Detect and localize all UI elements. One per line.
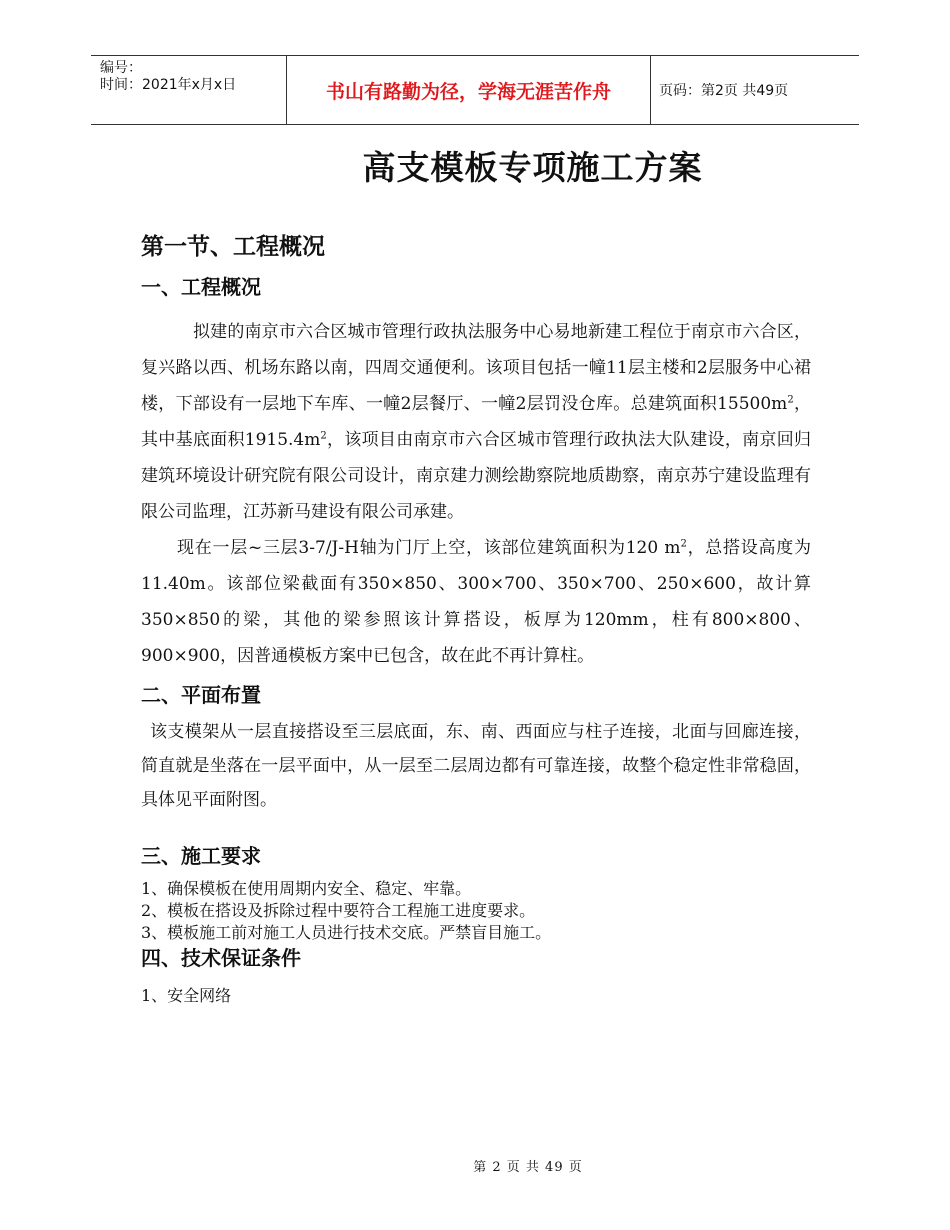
paragraph-layout: 该支模架从一层直接搭设至三层底面，东、南、西面应与柱子连接，北面与回廊连接，简直就是坐落在一层平面中，从一层至二层周边都有可靠连接，故整个稳定性非常稳固，具体见平面附图。	[141, 722, 811, 810]
p1-sup-2: 2	[320, 430, 327, 442]
section-heading-1: 第一节、工程概况	[141, 234, 325, 260]
p1-sup-1: 2	[787, 394, 794, 406]
subsection-heading-technical: 四、技术保证条件	[141, 946, 301, 970]
requirement-item: 3、模板施工前对施工人员进行技术交底。严禁盲目施工。	[141, 923, 552, 942]
page-info: 页码：第2页 共49页	[659, 83, 789, 99]
subsection-heading-requirements: 三、施工要求	[141, 844, 261, 868]
p1-text-c: ，该项目由南京市六合区城市管理行政执法大队建设，南京回归建筑环境设计研究院有限公司设计，南京建力测绘勘察院地质勘察，南京苏宁建设监理有限公司监理，江苏新马建设有限公司承建。	[141, 430, 811, 522]
header-motto-cell	[287, 56, 651, 124]
requirement-item: 1、确保模板在使用周期内安全、稳定、牢靠。	[141, 879, 472, 898]
p1-text-b: ，其中基底面积1915.4m	[141, 394, 811, 450]
header-table	[91, 55, 859, 125]
number-label: 编号：	[100, 60, 142, 76]
p2-text-b: ，总搭设高度为11.40m。该部位梁截面有350×850、300×700、350×700、250×600，故计算350×850的梁，其他的梁参照该计算搭设，板厚为120mm，柱有800×800、900×900，因普通模板方案中已包含，故在此不再计算柱。	[141, 538, 812, 666]
header-meta-cell	[91, 56, 287, 124]
paragraph-lobby-area	[141, 530, 811, 674]
header-page-cell	[651, 56, 859, 124]
paragraph-project-overview	[141, 314, 811, 530]
subsection-heading-overview: 一、工程概况	[141, 275, 261, 299]
safety-network-item: 1、安全网络	[141, 986, 232, 1005]
p2-text-a: 现在一层~三层3-7/J-H轴为门厅上空，该部位建筑面积为120 m	[177, 538, 681, 558]
subsection-heading-layout: 二、平面布置	[141, 683, 261, 707]
motto: 书山有路勤为径，学海无涯苦作舟	[325, 80, 611, 103]
p2-sup: 2	[680, 538, 687, 550]
document-title: 高支模板专项施工方案	[362, 148, 703, 187]
requirement-item: 2、模板在搭设及拆除过程中要符合工程施工进度要求。	[141, 901, 536, 920]
p1-text-a: 拟建的南京市六合区城市管理行政执法服务中心易地新建工程位于南京市六合区，复兴路以西、机场东路以南，四周交通便利。该项目包括一幢11层主楼和2层服务中心裙楼，下部设有一层地下车库、一幢2层餐厅、一幢2层罚没仓库。总建筑面积15500m	[141, 322, 811, 414]
page-footer: 第 2 页 共 49 页	[473, 1160, 583, 1175]
time-label: 时间：2021年x月x日	[100, 77, 237, 93]
